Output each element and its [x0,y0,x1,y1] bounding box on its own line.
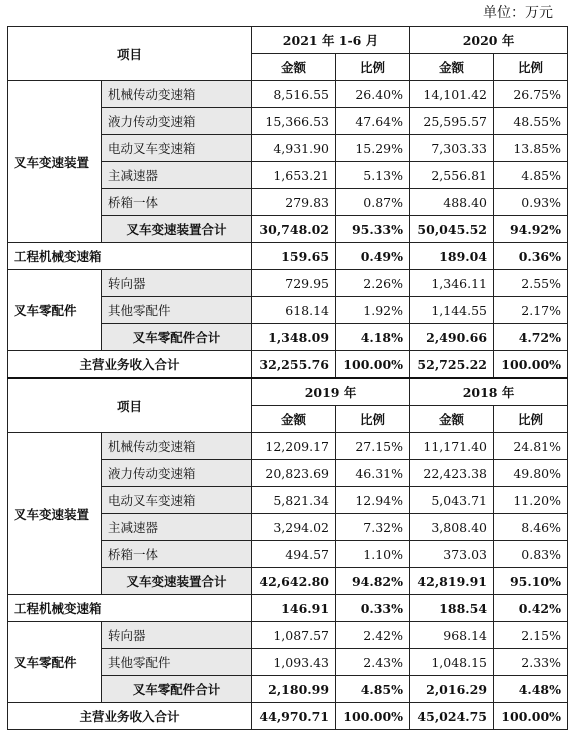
value-cell: 189.04 [410,243,494,270]
category-label: 叉车变速装置 [8,433,102,595]
value-cell: 22,423.38 [410,460,494,487]
value-cell: 94.82% [336,568,410,595]
value-cell: 2,556.81 [410,162,494,189]
header-amount: 金额 [410,54,494,81]
value-cell: 4.72% [494,324,568,351]
value-cell: 0.49% [336,243,410,270]
value-cell: 279.83 [252,189,336,216]
value-cell: 20,823.69 [252,460,336,487]
value-cell: 1,653.21 [252,162,336,189]
grand-total-label: 主营业务收入合计 [8,351,252,379]
table-row [8,81,568,108]
value-cell: 100.00% [336,703,410,730]
value-cell: 46.31% [336,460,410,487]
header-amount: 金额 [252,406,336,433]
value-cell: 0.93% [494,189,568,216]
value-cell: 11.20% [494,487,568,514]
value-cell: 4,931.90 [252,135,336,162]
value-cell: 100.00% [494,703,568,730]
value-cell: 4.18% [336,324,410,351]
row-label: 转向器 [102,622,252,649]
value-cell: 27.15% [336,433,410,460]
value-cell: 26.75% [494,81,568,108]
value-cell: 2.26% [336,270,410,297]
value-cell: 188.54 [410,595,494,622]
row-label: 转向器 [102,270,252,297]
value-cell: 0.33% [336,595,410,622]
category-label: 叉车变速装置 [8,81,102,243]
subtotal-label: 叉车零配件合计 [102,676,252,703]
header-ratio: 比例 [494,54,568,81]
value-cell: 15.29% [336,135,410,162]
value-cell: 373.03 [410,541,494,568]
value-cell: 95.10% [494,568,568,595]
value-cell: 7.32% [336,514,410,541]
value-cell: 2.55% [494,270,568,297]
grand-total-row [8,351,568,379]
row-label: 液力传动变速箱 [102,460,252,487]
value-cell: 42,819.91 [410,568,494,595]
value-cell: 0.42% [494,595,568,622]
revenue-table-body [8,27,568,730]
value-cell: 95.33% [336,216,410,243]
value-cell: 1,348.09 [252,324,336,351]
row-label: 主减速器 [102,162,252,189]
value-cell: 618.14 [252,297,336,324]
value-cell: 47.64% [336,108,410,135]
value-cell: 25,595.57 [410,108,494,135]
header-amount: 金额 [252,54,336,81]
value-cell: 44,970.71 [252,703,336,730]
row-label: 电动叉车变速箱 [102,135,252,162]
value-cell: 2.17% [494,297,568,324]
value-cell: 1,144.55 [410,297,494,324]
value-cell: 2.43% [336,649,410,676]
revenue-table [7,26,568,730]
subtotal-label: 叉车变速装置合计 [102,216,252,243]
table-row [8,270,568,297]
value-cell: 42,642.80 [252,568,336,595]
value-cell: 4.85% [494,162,568,189]
value-cell: 52,725.22 [410,351,494,379]
value-cell: 494.57 [252,541,336,568]
value-cell: 4.48% [494,676,568,703]
category-label: 工程机械变速箱 [8,595,252,622]
subtotal-label: 叉车变速装置合计 [102,568,252,595]
value-cell: 11,171.40 [410,433,494,460]
row-label: 桥箱一体 [102,189,252,216]
value-cell: 0.36% [494,243,568,270]
unit-label: 单位：万元 [483,5,553,21]
value-cell: 5.13% [336,162,410,189]
value-cell: 50,045.52 [410,216,494,243]
row-label: 液力传动变速箱 [102,108,252,135]
value-cell: 1.92% [336,297,410,324]
value-cell: 2.42% [336,622,410,649]
value-cell: 0.83% [494,541,568,568]
table-row [8,243,568,270]
category-label: 叉车零配件 [8,270,102,351]
value-cell: 968.14 [410,622,494,649]
value-cell: 13.85% [494,135,568,162]
header-period: 2021 年 1-6 月 [252,27,410,54]
value-cell: 1,087.57 [252,622,336,649]
value-cell: 4.85% [336,676,410,703]
value-cell: 2,490.66 [410,324,494,351]
value-cell: 12.94% [336,487,410,514]
value-cell: 2,180.99 [252,676,336,703]
value-cell: 5,043.71 [410,487,494,514]
header-period: 2018 年 [410,378,568,406]
value-cell: 1,346.11 [410,270,494,297]
value-cell: 12,209.17 [252,433,336,460]
value-cell: 100.00% [494,351,568,379]
value-cell: 488.40 [410,189,494,216]
value-cell: 0.87% [336,189,410,216]
header-period: 2020 年 [410,27,568,54]
row-label: 电动叉车变速箱 [102,487,252,514]
table-row [8,595,568,622]
header-item: 项目 [8,27,252,81]
header-ratio: 比例 [494,406,568,433]
value-cell: 32,255.76 [252,351,336,379]
value-cell: 1,048.15 [410,649,494,676]
value-cell: 94.92% [494,216,568,243]
header-row-periods [8,27,568,54]
value-cell: 7,303.33 [410,135,494,162]
value-cell: 24.81% [494,433,568,460]
value-cell: 26.40% [336,81,410,108]
subtotal-label: 叉车零配件合计 [102,324,252,351]
value-cell: 2.33% [494,649,568,676]
header-ratio: 比例 [336,54,410,81]
value-cell: 49.80% [494,460,568,487]
value-cell: 100.00% [336,351,410,379]
header-period: 2019 年 [252,378,410,406]
value-cell: 3,808.40 [410,514,494,541]
value-cell: 1,093.43 [252,649,336,676]
value-cell: 5,821.34 [252,487,336,514]
value-cell: 2,016.29 [410,676,494,703]
row-label: 机械传动变速箱 [102,81,252,108]
value-cell: 45,024.75 [410,703,494,730]
value-cell: 48.55% [494,108,568,135]
value-cell: 30,748.02 [252,216,336,243]
value-cell: 14,101.42 [410,81,494,108]
header-row-periods [8,378,568,406]
grand-total-label: 主营业务收入合计 [8,703,252,730]
value-cell: 3,294.02 [252,514,336,541]
header-ratio: 比例 [336,406,410,433]
value-cell: 8,516.55 [252,81,336,108]
row-label: 主减速器 [102,514,252,541]
category-label: 叉车零配件 [8,622,102,703]
value-cell: 1.10% [336,541,410,568]
value-cell: 729.95 [252,270,336,297]
value-cell: 159.65 [252,243,336,270]
table-row [8,433,568,460]
value-cell: 15,366.53 [252,108,336,135]
category-label: 工程机械变速箱 [8,243,252,270]
header-item: 项目 [8,378,252,433]
row-label: 其他零配件 [102,649,252,676]
value-cell: 2.15% [494,622,568,649]
row-label: 机械传动变速箱 [102,433,252,460]
value-cell: 8.46% [494,514,568,541]
value-cell: 146.91 [252,595,336,622]
header-amount: 金额 [410,406,494,433]
grand-total-row [8,703,568,730]
row-label: 桥箱一体 [102,541,252,568]
table-row [8,622,568,649]
row-label: 其他零配件 [102,297,252,324]
